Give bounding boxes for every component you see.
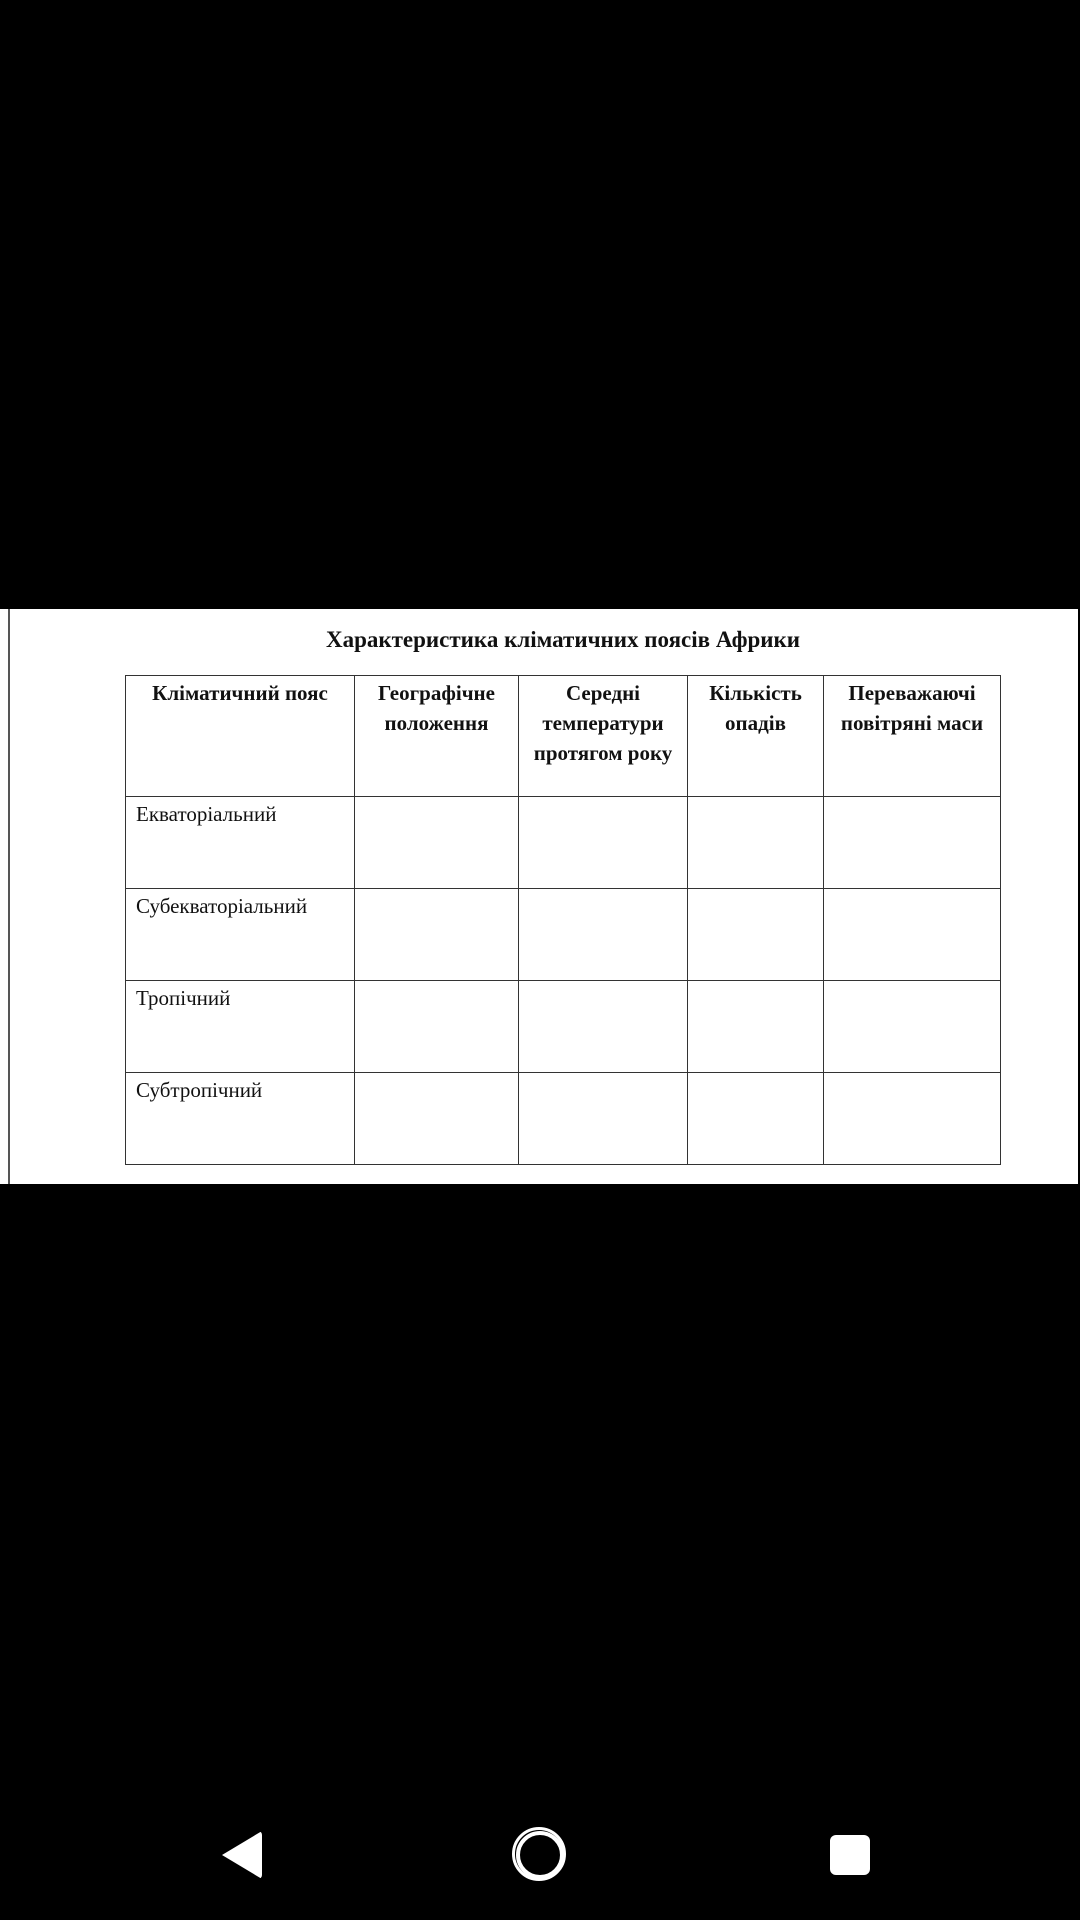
page-edge — [0, 609, 10, 1184]
table-row — [126, 797, 1001, 889]
empty-cell — [688, 1073, 824, 1165]
empty-cell — [355, 1073, 519, 1165]
document-image[interactable] — [0, 609, 1078, 1184]
empty-cell — [688, 797, 824, 889]
zone-cell: Субекваторіальний — [126, 889, 355, 981]
empty-cell — [824, 889, 1001, 981]
empty-cell — [519, 981, 688, 1073]
zone-cell: Тропічний — [126, 981, 355, 1073]
empty-cell — [355, 981, 519, 1073]
header-climate-zone: Кліматичний пояс — [126, 676, 355, 797]
recents-square-icon — [830, 1835, 870, 1875]
zone-cell: Субтропічний — [126, 1073, 355, 1165]
table-row — [126, 981, 1001, 1073]
empty-cell — [519, 889, 688, 981]
empty-cell — [519, 1073, 688, 1165]
empty-cell — [355, 797, 519, 889]
header-air-masses: Переважаючі повітряні маси — [824, 676, 1001, 797]
document-title: Характеристика кліматичних поясів Африки — [325, 627, 801, 652]
empty-cell — [519, 797, 688, 889]
back-triangle-icon — [222, 1831, 262, 1879]
header-geographic-position: Географічне положення — [355, 676, 519, 797]
table-header-row — [126, 676, 1001, 797]
navigation-bar — [0, 1790, 1080, 1920]
empty-cell — [824, 981, 1001, 1073]
back-button[interactable] — [182, 1790, 302, 1920]
recents-button[interactable] — [790, 1790, 910, 1920]
empty-cell — [824, 1073, 1001, 1165]
zone-cell: Екваторіальний — [126, 797, 355, 889]
home-button[interactable] — [480, 1790, 600, 1920]
table-row — [126, 889, 1001, 981]
header-precipitation: Кількість опадів — [688, 676, 824, 797]
header-average-temperatures: Середні температури протягом року — [519, 676, 688, 797]
home-circle-icon — [516, 1831, 564, 1879]
empty-cell — [688, 889, 824, 981]
empty-cell — [824, 797, 1001, 889]
empty-cell — [355, 889, 519, 981]
table-row — [126, 1073, 1001, 1165]
empty-cell — [688, 981, 824, 1073]
climate-zones-table — [125, 675, 1001, 1165]
